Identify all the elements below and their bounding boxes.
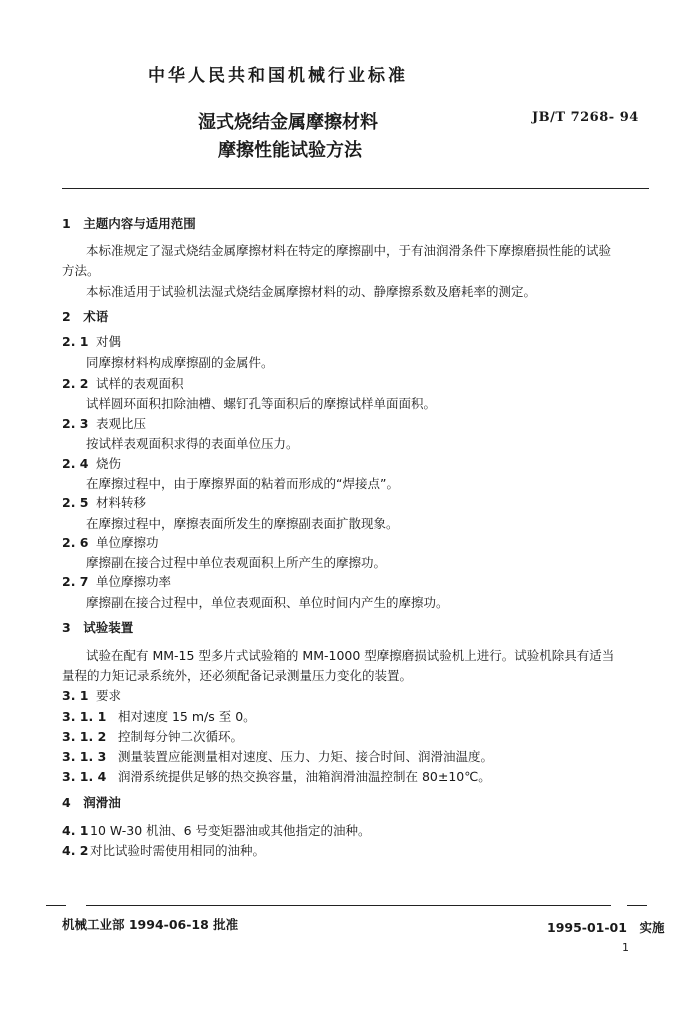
org-title: 中华人民共和国机械行业标准 bbox=[148, 66, 408, 86]
term-2-3-num: 2. 3 bbox=[62, 416, 89, 431]
doc-title-line2: 摩擦性能试验方法 bbox=[218, 140, 362, 161]
standard-number: JB/T 7268- 94 bbox=[532, 110, 639, 125]
item-3-1-2-text: 控制每分钟二次循环。 bbox=[118, 729, 244, 744]
term-2-4-num: 2. 4 bbox=[62, 456, 89, 471]
section-3-para-1: 试验在配有 MM-15 型多片式试验箱的 MM-1000 型摩擦磨损试验机上进行。试验机除具有适当 bbox=[86, 648, 615, 663]
term-2-3-title: 表观比压 bbox=[96, 416, 147, 431]
term-2-6-def: 摩擦副在接合过程中单位表观面积上所产生的摩擦功。 bbox=[86, 555, 387, 570]
term-2-6-title: 单位摩擦功 bbox=[96, 535, 159, 550]
doc-title-line1: 湿式烧结金属摩擦材料 bbox=[198, 112, 378, 133]
header-rule bbox=[62, 188, 649, 189]
section-1-para-1: 本标准规定了湿式烧结金属摩擦材料在特定的摩擦副中，于有油润滑条件下摩擦磨损性能的试验 bbox=[86, 243, 612, 258]
effective-line: 1995-01-01 实施 bbox=[547, 920, 665, 935]
section-3-para-1-cont: 量程的力矩记录系统外，还必须配备记录测量压力变化的装置。 bbox=[62, 668, 413, 683]
item-3-1-1-num: 3. 1. 1 bbox=[62, 709, 107, 724]
footer-rule-right bbox=[627, 905, 647, 906]
term-2-1-num: 2. 1 bbox=[62, 334, 89, 349]
term-2-7-num: 2. 7 bbox=[62, 574, 89, 589]
item-3-1-4-num: 3. 1. 4 bbox=[62, 769, 107, 784]
term-2-3-def: 按试样表观面积求得的表面单位压力。 bbox=[86, 436, 299, 451]
term-2-2-def: 试样圆环面积扣除油槽、螺钉孔等面积后的摩擦试样单面面积。 bbox=[86, 396, 437, 411]
footer-rule-main bbox=[86, 905, 611, 906]
term-2-2-title: 试样的表观面积 bbox=[96, 376, 184, 391]
item-3-1-3-num: 3. 1. 3 bbox=[62, 749, 107, 764]
item-4-2-num: 4. 2 bbox=[62, 843, 89, 858]
term-2-1-def: 同摩擦材料构成摩擦副的金属件。 bbox=[86, 355, 274, 370]
term-2-2-num: 2. 2 bbox=[62, 376, 89, 391]
term-2-4-title: 烧伤 bbox=[96, 456, 122, 471]
section-1-heading: 1 主题内容与适用范围 bbox=[62, 216, 196, 231]
term-2-5-num: 2. 5 bbox=[62, 495, 89, 510]
item-3-1-3-text: 测量装置应能测量相对速度、压力、力矩、接合时间、润滑油温度。 bbox=[118, 749, 494, 764]
section-3-1-num: 3. 1 bbox=[62, 688, 89, 703]
section-3-1-title: 要求 bbox=[96, 688, 122, 703]
term-2-4-def: 在摩擦过程中，由于摩擦界面的粘着而形成的“焊接点”。 bbox=[86, 476, 399, 491]
term-2-6-num: 2. 6 bbox=[62, 535, 89, 550]
approval-line: 机械工业部 1994-06-18 批准 bbox=[62, 917, 239, 932]
item-3-1-2-num: 3. 1. 2 bbox=[62, 729, 107, 744]
item-4-2-text: 对比试验时需使用相同的油种。 bbox=[90, 843, 266, 858]
footer-rule-left bbox=[46, 905, 66, 906]
term-2-7-def: 摩擦副在接合过程中，单位表观面积、单位时间内产生的摩擦功。 bbox=[86, 595, 449, 610]
page-number: 1 bbox=[622, 941, 629, 954]
term-2-1-title: 对偶 bbox=[96, 334, 122, 349]
section-2-heading: 2 术语 bbox=[62, 309, 109, 324]
item-4-1-num: 4. 1 bbox=[62, 823, 89, 838]
item-3-1-1-text: 相对速度 15 m/s 至 0。 bbox=[118, 709, 256, 724]
section-1-para-1-cont: 方法。 bbox=[62, 263, 100, 278]
section-1-para-2: 本标准适用于试验机法湿式烧结金属摩擦材料的动、静摩擦系数及磨耗率的测定。 bbox=[86, 284, 537, 299]
term-2-7-title: 单位摩擦功率 bbox=[96, 574, 172, 589]
section-3-heading: 3 试验装置 bbox=[62, 620, 134, 635]
item-4-1-text: 10 W-30 机油、6 号变矩器油或其他指定的油种。 bbox=[90, 823, 371, 838]
item-3-1-4-text: 润滑系统提供足够的热交换容量，油箱润滑油温控制在 80±10℃。 bbox=[118, 769, 491, 784]
term-2-5-title: 材料转移 bbox=[96, 495, 147, 510]
section-4-heading: 4 润滑油 bbox=[62, 795, 121, 810]
term-2-5-def: 在摩擦过程中，摩擦表面所发生的摩擦副表面扩散现象。 bbox=[86, 516, 399, 531]
